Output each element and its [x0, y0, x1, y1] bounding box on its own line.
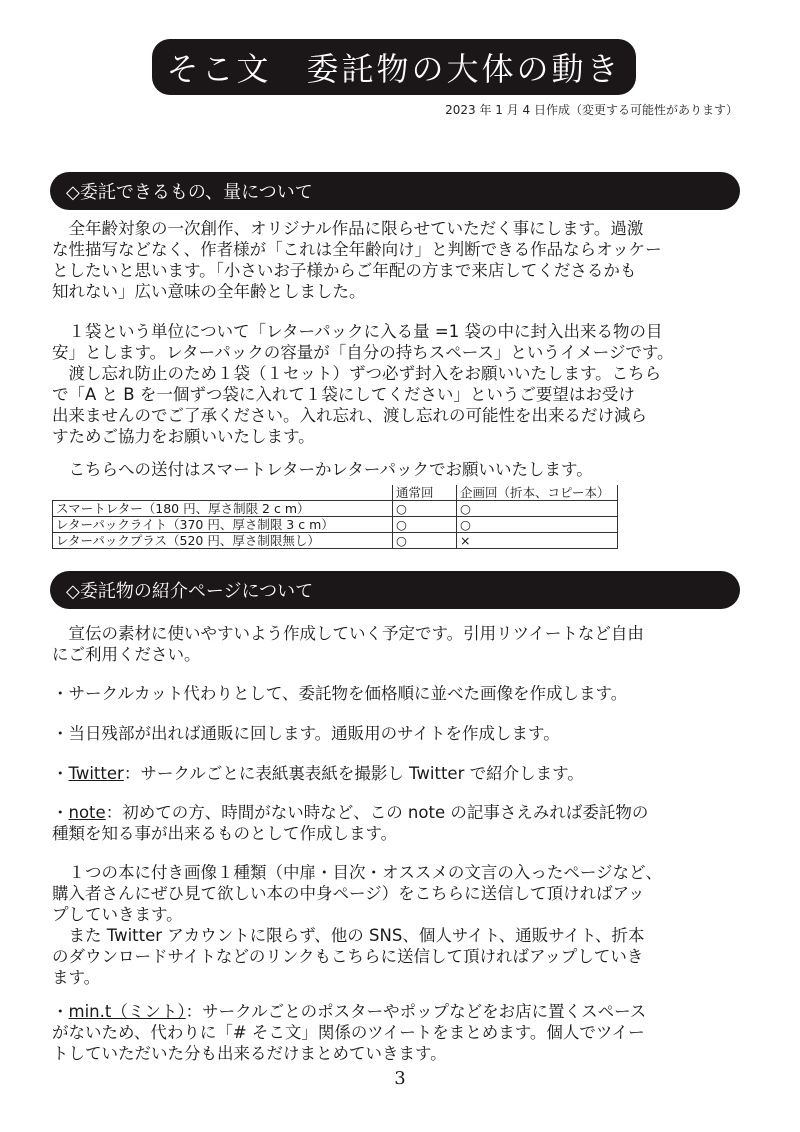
note-link[interactable]: note	[68, 803, 106, 822]
section-heading-consignment-text: ◇委託できるもの、量について	[66, 182, 313, 203]
table-cell: レターパックプラス（520 円、厚さ制限無し）	[53, 533, 393, 549]
bullet-mint	[52, 1001, 752, 1064]
bullet-note-text: ：初めての方、時間がない時など、この note の記事さえみれば委託物の 種類を知る事が出来るものとして作成します。	[52, 803, 649, 843]
section-heading-intro-pages-text: ◇委託物の紹介ページについて	[66, 581, 314, 602]
section-heading-intro-pages	[50, 571, 740, 609]
table-row	[53, 501, 618, 517]
bullet-mint-text: ：サークルごとのポスターやポップなどをお店に置くスペース がないため、代わりに「# そこ文」関係のツイートをまとめます。個人でツイー トしていただいた分も出来るだけまとめていきます。	[52, 1002, 647, 1063]
shipping-table	[52, 485, 618, 549]
page-title-text: そこ文 委託物の大体の動き	[166, 50, 622, 88]
table-header-row	[53, 485, 618, 501]
table-cell: レターパックライト（370 円、厚さ制限 3 c m）	[53, 517, 393, 533]
paragraph-image-submission: １つの本に付き画像１種類（中扉・目次・オススメの文言の入ったページなど、 購入者さんにぜひ見て欲しい本の中身ページ）をこちらに送信して頂ければアッ プしていきます。 また Twitter アカウントに限らず、他の SNS、個人サイト、通販サイト、折本 のダウンロードサイトなどのリンクもこちらに送信して頂ければアップしていき ます。	[52, 863, 663, 987]
bullet-twitter-text: ：サークルごとに表紙裏表紙を撮影し Twitter で紹介します。	[123, 764, 584, 783]
bullet-marker: ・	[52, 764, 69, 783]
table-header-cell: 企画回（折本、コピー本）	[457, 485, 618, 501]
bullet-twitter	[52, 763, 752, 784]
table-cell: ○	[457, 501, 618, 517]
bullet-mail-order: ・当日残部が出れば通販に回します。通販用のサイトを作成します。	[52, 724, 560, 743]
paragraph-promo-intro: 宣伝の素材に使いやすいよう作成していく予定です。引用リツイートなど自由 にご利用ください。	[52, 624, 644, 664]
paragraph-bag-unit: １袋という単位について「レターパックに入る量 =1 袋の中に封入出来る物の目 安」とします。レターパックの容量が「自分の持ちスペース」というイメージです。 渡し忘れ防止のため１袋（１セット）ずつ必ず封入をお願いいたします。こちら で「A と B を一個ずつ袋に入れて１袋にしてください」というご要望はお受け 出来ませんのでご了承ください。入れ忘れ、渡し忘れの可能性を出来るだけ減ら すためご協力をお願いいたします。	[52, 322, 674, 446]
mint-link[interactable]: min.t（ミント）	[68, 1002, 186, 1021]
paragraph-shipping: こちらへの送付はスマートレターかレターパックでお願いいたします。	[52, 460, 593, 479]
table-header-cell	[53, 485, 393, 501]
table-row	[53, 517, 618, 533]
table-cell: ○	[393, 501, 457, 517]
page-number: 3	[394, 1068, 406, 1089]
table-row	[53, 533, 618, 549]
bullet-marker: ・	[52, 1002, 69, 1021]
table-cell: スマートレター（180 円、厚さ制限 2 c m）	[53, 501, 393, 517]
creation-date-note: 2023 年 1 月 4 日作成（変更する可能性があります）	[445, 103, 738, 117]
table-cell: ○	[393, 517, 457, 533]
page-title	[152, 39, 636, 95]
bullet-note	[52, 802, 752, 844]
twitter-link[interactable]: Twitter	[68, 764, 124, 783]
paragraph-age-rating: 全年齢対象の一次創作、オリジナル作品に限らせていただく事にします。過激 な性描写などなく、作者様が「これは全年齢向け」と判断できる作品ならオッケー としたいと思います。「小さいお子様からご年配の方まで来店してくださるかも 知れない」広い意味の全年齢としました。	[52, 219, 662, 301]
table-cell: ×	[457, 533, 618, 549]
section-heading-consignment	[50, 172, 740, 210]
table-cell: ○	[457, 517, 618, 533]
bullet-circle-cut: ・サークルカット代わりとして、委託物を価格順に並べた画像を作成します。	[52, 684, 628, 703]
bullet-marker: ・	[52, 803, 69, 822]
table-cell: ○	[393, 533, 457, 549]
table-header-cell: 通常回	[393, 485, 457, 501]
